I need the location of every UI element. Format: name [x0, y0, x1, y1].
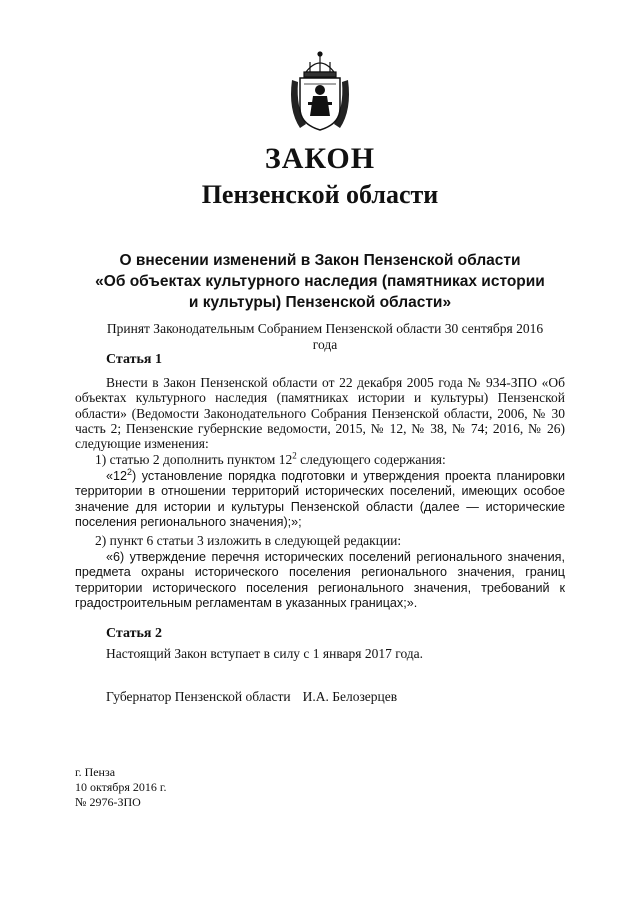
document-heading	[90, 250, 550, 313]
governor-name: И.А. Белозерцев	[302, 689, 398, 704]
footer-number: № 2976-ЗПО	[75, 795, 141, 809]
governor-position: Губернатор Пензенской области	[106, 689, 291, 704]
article-1-quote-1	[75, 466, 565, 530]
article-1-item-2: 2) пункт 6 статьи 3 изложить в следующей редакции:	[95, 533, 402, 548]
quote-1-start: «12	[106, 469, 128, 483]
item-1-superscript: 2	[292, 450, 297, 461]
heading-line-1: О внесении изменений в Закон Пензенской области	[119, 252, 521, 269]
law-region-subtitle: Пензенской области	[201, 180, 439, 209]
document-footer	[75, 765, 166, 810]
article-1-intro: Внести в Закон Пензенской области от 22 декабря 2005 года № 934-ЗПО «Об объектах культурного наследия (памятниках истории и культуры) Пензенской области» (Ведомости Законодательного Собрания Пензенской области, 2006, № 30 часть 2; Пензенские губернские ведомости, 2015, № 12, № 38, № 74; 2016, № 26) следующие изменения:	[75, 375, 565, 452]
item-1-text: 1) статью 2 дополнить пунктом 12	[95, 452, 293, 467]
article-1-title: Статья 1	[106, 352, 162, 367]
footer-city: г. Пенза	[75, 765, 116, 779]
heading-line-3: и культуры) Пензенской области»	[188, 294, 452, 311]
heading-line-2: «Об объектах культурного наследия (памятниках истории	[95, 273, 545, 290]
penza-coat-of-arms-icon	[286, 50, 354, 134]
article-2-text: Настоящий Закон вступает в силу с 1 января 2017 года.	[106, 646, 424, 661]
article-2-title: Статья 2	[106, 626, 162, 641]
adoption-note: Принят Законодательным Собранием Пензенской области 30 сентября 2016 года	[106, 321, 544, 352]
article-1-quote-2: «6) утверждение перечня исторических поселений регионального значения, предмета охраны исторического поселения регионального значения, границ территории исторического поселения регионального значения, требований к градостроительным регламентам в указанных границах;».	[75, 550, 565, 610]
signature-block	[106, 689, 397, 705]
footer-date: 10 октября 2016 г.	[75, 780, 167, 794]
item-1-text-end: следующего содержания:	[296, 452, 446, 467]
quote-1-superscript: 2	[127, 466, 133, 477]
quote-1-text: ) установление порядка подготовки и утверждения проекта планировки территории в отношении территорий исторических поселений, имеющих особое значение для истории и культуры Пензенской области (далее — исторические поселения регионального значения);»;	[75, 469, 565, 529]
law-title: ЗАКОН	[264, 142, 376, 175]
article-1-item-1	[95, 452, 446, 467]
